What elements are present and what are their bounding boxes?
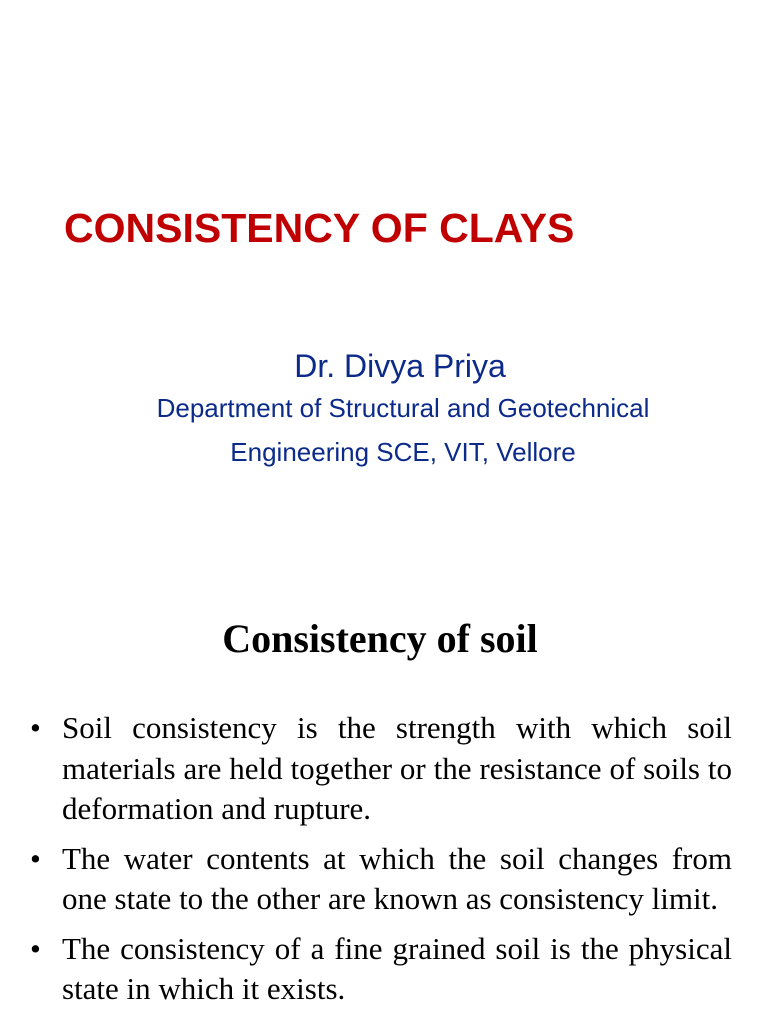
department-line-2: Engineering SCE, VIT, Vellore [230,437,576,467]
bullet-item [30,929,732,1010]
bullet-list [30,708,732,1019]
bullet-icon: • [30,840,41,876]
slide-title: CONSISTENCY OF CLAYS [64,205,575,251]
bullet-icon: • [30,710,41,745]
bullet-icon: • [30,930,41,966]
bullet-item [30,708,732,830]
bullet-text: The water contents at which the soil changes from one state to the other are known as consistency limit. [62,840,732,916]
author-name: Dr. Divya Priya [294,348,506,384]
department-line-1: Department of Structural and Geotechnical [156,393,650,423]
content-slide [0,560,768,1024]
bullet-item [30,839,732,920]
slide-heading: Consistency of soil [222,616,538,661]
bullet-text: Soil consistency is the strength with which soil materials are held together or the resistance of soils to deformation and rupture. [62,710,732,826]
bullet-text: The consistency of a fine grained soil is the physical state in which it exists. [62,930,732,1006]
